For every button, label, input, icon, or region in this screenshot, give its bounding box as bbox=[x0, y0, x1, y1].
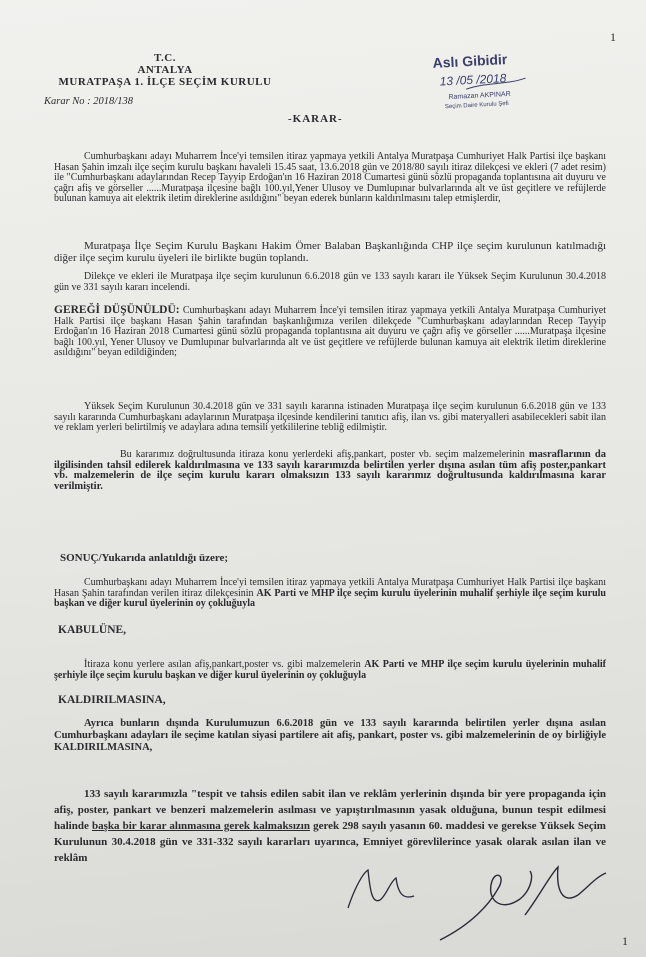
decision-title: -KARAR- bbox=[288, 113, 343, 125]
result-heading: SONUÇ/Yukarıda anlatıldığı üzere; bbox=[60, 552, 229, 564]
stamp-name: Ramazan AKPINAR bbox=[448, 90, 511, 102]
paragraph-posters bbox=[54, 660, 606, 681]
paragraph-meeting: Muratpaşa İlçe Seçim Kurulu Başkanı Hakim Ömer Balaban Başkanlığında CHP ilçe seçim kurulunun katılmadığı diğer ilçe seçim kurulu üyeleri ile birlikte bugün toplandı. bbox=[54, 240, 606, 264]
posters-bold-text: AK Parti ve MHP ilçe seçim kurulu üyelerinin muhalif şerhiyle ilçe seçim kurulu başkan ve diğer kurul üyelerinin oy çokluğuyla bbox=[54, 659, 606, 681]
stamp-text: Aslı Gibidir bbox=[432, 50, 508, 71]
removal-bold-text: masraflarının da ilgilisinden tahsil edilerek kaldırılmasına ve 133 sayılı kararımızda belirtilen yerler dışına asılan tüm afiş poster,pankart vb. malzemelerin de ilçe seçim kurulu kararı olmaksızın 133 sayılı kararımız doğrultusunda kaldırılmasına karar verilmiştir. bbox=[54, 449, 606, 492]
acceptance-verdict: KABULÜNE, bbox=[58, 624, 127, 636]
stamp-date: 13 /05 /2018 bbox=[439, 71, 507, 89]
decision-number: Karar No : 2018/138 bbox=[44, 96, 133, 107]
decision-133-underlined: başka bir karar alınmasına gerek kalmaksızın bbox=[91, 820, 310, 832]
paragraph-petition: Cumhurbaşkanı adayı Muharrem İnce'yi temsilen itiraz yapmaya yetkili Antalya Muratpaşa Cumhuriyet Halk Partisi ilçe başkanı Hasan Şahin imzalı ilçe seçim kurulu başkanı havaleli 15.45 saat, 13.6.2018 gün ve 2018/80 sayılı itiraz dilekçesi ve ekleri (7 adet resim) ile "Cumhurbaşkanı adaylarından Recep Tayyip Erdoğan'ın 16 Haziran 2018 Cumartesi günü sözlü propaganda toplantısına ait duyuru ve çağrı afiş ve görseller ......Muratpaşa ilçesine bağlı 100.yıl,Yener Ulusoy ve Dumlupınar bulvarlarında alt ve üst geçitlere ve refüjlerde bulunan kamuya ait elektrik iletim direklerine asıldığını" beyan ederek bunların kaldırılmasını talep etmişlerdir, bbox=[54, 151, 606, 204]
removal-verdict: KALDIRILMASINA, bbox=[58, 694, 166, 706]
page-number-bottom: 1 bbox=[622, 934, 628, 948]
result-text: Cumhurbaşkanı adayı Muharrem İnce'yi temsilen itiraz yapmaya yetkili Antalya Muratpaşa Cumhuriyet Halk Partisi ilçe başkanı Hasan Şahin tarafından verilen itiraz dilekçesinin bbox=[54, 577, 606, 599]
paragraph-additional: Ayrıca bunların dışında Kurulumuzun 6.6.2018 gün ve 133 sayılı kararında belirtilen yerler dışına asılan Cumhurbaşkanı adayları ile seçime katılan siyasi partilere ait afiş, pankart, poster vs. gibi malzemelerinin de oy birliğiyle KALDIRILMASINA, bbox=[54, 718, 606, 753]
certified-copy-stamp bbox=[424, 49, 552, 125]
header-tc: T.C. bbox=[154, 52, 176, 64]
paragraph-decision-133 bbox=[54, 786, 606, 866]
stamp-scribble-icon bbox=[424, 49, 552, 125]
posters-text: İtiraza konu yerlere asılan afiş,pankart,poster vs. gibi malzemelerin bbox=[84, 659, 365, 670]
paragraph-result bbox=[54, 578, 606, 610]
considered-text: Cumhurbaşkanı adayı Muharrem İnce'yi temsilen itiraz yapmaya yetkili Antalya Muratpaşa Cumhuriyet Halk Partisi ilçe başkanı Hasan Şahin tarafından başkanlığımıza verilen dilekçede "Cumhurbaşkanı adaylarından Recep Tayyip Erdoğan'ın 16 Haziran 2018 Cumartesi günü sözlü propaganda toplantısına ait duyuru ve çağrı afiş ve görseller ......Muratpaşa ilçesine bağlı 100.yıl, Yener Ulusoy ve Dumlupınar bulvarlarında alt ve üst geçitlere ve refüjlerde bulunan kamuya ait elektrik iletim direklerine asıldığını" beyan edildiğinden; bbox=[54, 305, 606, 358]
decision-133-text-end: gerek 298 sayılı yasanın 60. maddesi ve gerekse Yüksek Seçim Kurulunun 30.4.2018 gün ve 331-332 sayılı kararları uyarınca, Emniyet görevlilerince yasak olarak asılan ilan ve reklâm bbox=[54, 820, 606, 864]
signature-right-icon bbox=[430, 855, 630, 945]
header-board: MURATPAŞA 1. İLÇE SEÇİM KURULU bbox=[58, 76, 272, 88]
decision-133-text: 133 sayılı kararımızla "tespit ve tahsis edilen sabit ilan ve reklâm yerlerinin dışında bir yere propaganda için afiş, poster, pankart ve benzeri malzemelerin asılması ve yapıştırılmasının yasak olduğuna, bunun tespit edilmesi halinde bbox=[54, 788, 606, 832]
page-number-top: 1 bbox=[610, 30, 616, 44]
paragraph-considered bbox=[54, 304, 606, 359]
result-bold-text: AK Parti ve MHP ilçe seçim kurulu üyelerinin muhalif şerhiyle ilçe seçim kurulu başkan ve diğer kurul üyelerinin oy çokluğuyla bbox=[54, 587, 606, 609]
considered-heading: GEREĞİ DÜŞÜNÜLDÜ: bbox=[54, 304, 180, 316]
signature-left-icon bbox=[340, 860, 420, 920]
paragraph-removal bbox=[54, 450, 606, 492]
removal-text: Bu kararımız doğrultusunda itiraza konu yerlerdeki afiş,pankart, poster vb. seçim malzemelerinin bbox=[120, 449, 529, 460]
paragraph-ysk: Yüksek Seçim Kurulunun 30.4.2018 gün ve 331 sayılı kararına istinaden Muratpaşa ilçe seçim kurulunun 6.6.2018 gün ve 133 sayılı kararında Cumhurbaşkanı adaylarının Muratpaşa ilçesinde kendilerini tanıtıcı afiş, ilan vs. gibi materyalleri asabilecekleri sabit ilan ve reklam yerleri belirtilmiş ve adaylara adına temsili yetkililerine tebliğ edilmiştir. bbox=[54, 401, 606, 433]
paragraph-review: Dilekçe ve ekleri ile Muratpaşa ilçe seçim kurulunun 6.6.2018 gün ve 133 sayılı kararı ile Yüksek Seçim Kurulunun 30.4.2018 gün ve 331 sayılı kararı incelendi. bbox=[54, 271, 606, 293]
header-city: ANTALYA bbox=[137, 64, 193, 76]
stamp-role: Seçim Daire Kurulu Şefi bbox=[444, 100, 509, 111]
